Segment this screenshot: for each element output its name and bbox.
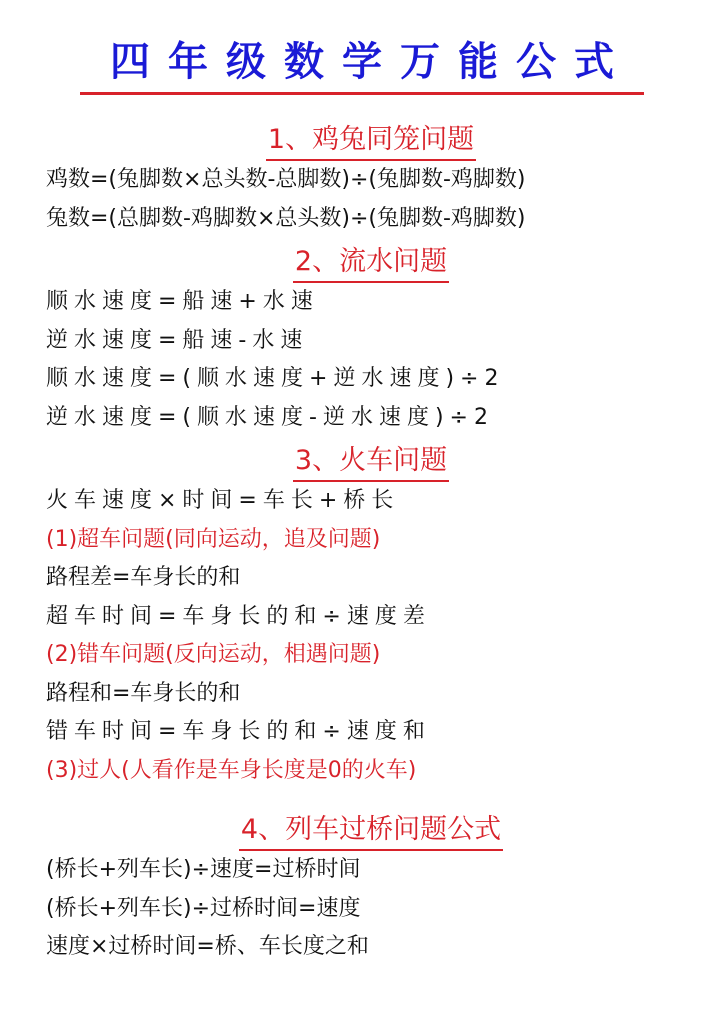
formula-line: 顺水速度=(顺水速度+逆水速度)÷2: [46, 366, 505, 391]
formula-line: 火车速度×时间=车长+桥长: [46, 488, 400, 513]
formula-line: 逆水速度=船速-水速: [46, 327, 309, 353]
section-heading-train: 3、火车问题: [46, 443, 696, 482]
formula-line: (桥长+列车长)÷过桥时间=速度: [46, 895, 361, 921]
formula-line: 鸡数=(兔脚数×总头数-总脚数)÷(兔脚数-鸡脚数): [46, 167, 526, 192]
formula-line: 速度×过桥时间=桥、车长度之和: [46, 934, 369, 959]
subheading-overtake: (1)超车问题(同向运动，追及问题): [46, 526, 381, 552]
formula-line: 顺水速度=船速+水速: [46, 289, 319, 314]
section-heading-bridge: 4、列车过桥问题公式: [46, 812, 696, 851]
formula-line: 路程差=车身长的和: [46, 565, 241, 590]
page-title: 四年级数学万能公式: [110, 39, 632, 85]
title-underline: [80, 92, 644, 95]
section-heading-chicken-rabbit: 1、鸡兔同笼问题: [46, 122, 696, 161]
formula-line: (桥长+列车长)÷速度=过桥时间: [46, 857, 361, 882]
formula-content: [46, 122, 696, 967]
formula-line: 错车时间=车身长的和÷速度和: [46, 719, 431, 744]
formula-line: 兔数=(总脚数-鸡脚数×总头数)÷(兔脚数-鸡脚数): [46, 205, 526, 231]
subheading-pass-opposite: (2)错车问题(反向运动，相遇问题): [46, 642, 381, 667]
formula-line: 路程和=车身长的和: [46, 680, 241, 706]
subheading-pass-person: (3)过人(人看作是车身长度是0的火车): [46, 757, 417, 783]
section-heading-flow: 2、流水问题: [46, 244, 696, 283]
formula-line: 逆水速度=(顺水速度-逆水速度)÷2: [46, 404, 494, 430]
formula-line: 超车时间=车身长的和÷速度差: [46, 603, 431, 629]
